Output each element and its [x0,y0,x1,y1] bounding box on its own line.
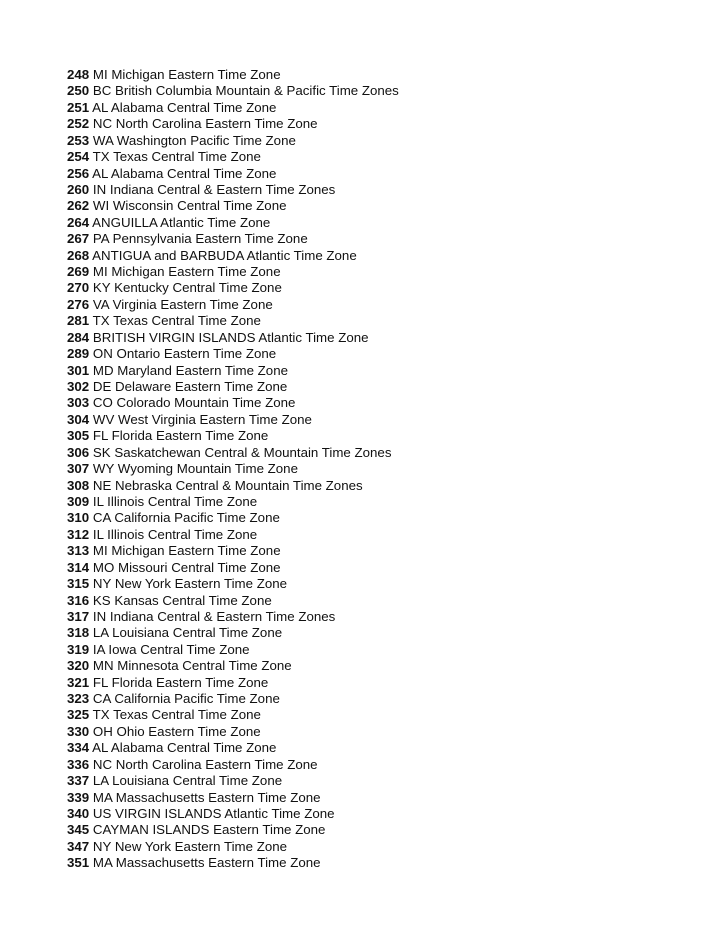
region-time-zone: ON Ontario Eastern Time Zone [92,346,277,362]
list-item [67,822,399,838]
list-item [67,773,399,789]
region-time-zone: WA Washington Pacific Time Zone [92,132,296,148]
list-item [67,297,399,313]
region-time-zone: IN Indiana Central & Eastern Time Zones [92,181,336,197]
area-code: 304 [67,411,90,427]
region-time-zone: CA California Pacific Time Zone [92,691,280,707]
area-code: 323 [67,691,90,707]
area-code: 260 [67,181,90,197]
area-code: 269 [67,264,90,280]
area-code: 334 [67,740,90,756]
list-item [67,231,399,247]
area-code: 336 [67,756,90,772]
list-item [67,330,399,346]
region-time-zone: WY Wyoming Mountain Time Zone [92,461,298,477]
list-item [67,740,399,756]
list-item [67,642,399,658]
list-item [67,100,399,116]
area-code: 306 [67,444,90,460]
list-item [67,478,399,494]
area-code: 321 [67,674,90,690]
region-time-zone: LA Louisiana Central Time Zone [92,773,283,789]
region-time-zone: WI Wisconsin Central Time Zone [92,198,287,214]
region-time-zone: MO Missouri Central Time Zone [92,559,281,575]
area-code: 325 [67,707,90,723]
region-time-zone: MI Michigan Eastern Time Zone [92,67,281,82]
area-code: 301 [67,362,90,378]
region-time-zone: PA Pennsylvania Eastern Time Zone [92,231,308,247]
area-code: 289 [67,346,90,362]
list-item [67,543,399,559]
list-item [67,215,399,231]
region-time-zone: NY New York Eastern Time Zone [92,576,288,592]
area-code: 345 [67,822,90,838]
area-code-list [67,67,399,872]
list-item [67,527,399,543]
list-item [67,658,399,674]
area-code: 254 [67,149,90,165]
area-code: 310 [67,510,90,526]
area-code: 309 [67,493,90,509]
region-time-zone: MA Massachusetts Eastern Time Zone [92,855,321,871]
area-code: 314 [67,559,90,575]
region-time-zone: AL Alabama Central Time Zone [92,165,277,181]
area-code: 317 [67,608,90,624]
area-code: 339 [67,789,90,805]
list-item [67,494,399,510]
region-time-zone: KY Kentucky Central Time Zone [92,280,282,296]
area-code: 253 [67,132,90,148]
region-time-zone: TX Texas Central Time Zone [92,149,261,165]
list-item [67,510,399,526]
region-time-zone: BRITISH VIRGIN ISLANDS Atlantic Time Zone [92,329,369,345]
list-item [67,839,399,855]
list-item [67,346,399,362]
region-time-zone: NY New York Eastern Time Zone [92,838,288,854]
area-code: 312 [67,526,90,542]
area-code: 330 [67,723,90,739]
region-time-zone: CO Colorado Mountain Time Zone [92,395,296,411]
region-time-zone: CA California Pacific Time Zone [92,510,280,526]
list-item [67,264,399,280]
area-code: 262 [67,198,90,214]
area-code: 303 [67,395,90,411]
area-code: 313 [67,543,90,559]
area-code: 337 [67,773,90,789]
region-time-zone: TX Texas Central Time Zone [92,313,261,329]
region-time-zone: MD Maryland Eastern Time Zone [92,362,288,378]
area-code: 316 [67,592,90,608]
region-time-zone: FL Florida Eastern Time Zone [92,428,269,444]
region-time-zone: MA Massachusetts Eastern Time Zone [92,789,321,805]
area-code: 307 [67,461,90,477]
region-time-zone: LA Louisiana Central Time Zone [92,625,283,641]
list-item [67,609,399,625]
region-time-zone: IL Illinois Central Time Zone [92,493,258,509]
region-time-zone: ANGUILLA Atlantic Time Zone [92,214,271,230]
area-code: 252 [67,116,90,132]
list-item [67,313,399,329]
list-item [67,182,399,198]
region-time-zone: IL Illinois Central Time Zone [92,526,258,542]
region-time-zone: AL Alabama Central Time Zone [92,740,277,756]
region-time-zone: WV West Virginia Eastern Time Zone [92,411,312,427]
list-item [67,707,399,723]
region-time-zone: NC North Carolina Eastern Time Zone [92,756,318,772]
list-item [67,855,399,871]
area-code: 284 [67,329,90,345]
region-time-zone: NE Nebraska Central & Mountain Time Zones [92,477,363,493]
list-item [67,248,399,264]
list-item [67,461,399,477]
region-time-zone: TX Texas Central Time Zone [92,707,261,723]
region-time-zone: MI Michigan Eastern Time Zone [92,543,281,559]
list-item [67,790,399,806]
area-code: 270 [67,280,90,296]
list-item [67,625,399,641]
region-time-zone: KS Kansas Central Time Zone [92,592,272,608]
area-code: 281 [67,313,90,329]
area-code: 351 [67,855,90,871]
list-item [67,363,399,379]
list-item [67,576,399,592]
region-time-zone: MI Michigan Eastern Time Zone [92,264,281,280]
list-item [67,593,399,609]
list-item [67,806,399,822]
region-time-zone: MN Minnesota Central Time Zone [92,658,292,674]
list-item [67,133,399,149]
list-item [67,412,399,428]
area-code: 347 [67,838,90,854]
list-item [67,198,399,214]
list-item [67,67,399,83]
list-item [67,691,399,707]
list-item [67,560,399,576]
region-time-zone: NC North Carolina Eastern Time Zone [92,116,318,132]
area-code: 268 [67,247,90,263]
area-code: 250 [67,83,90,99]
region-time-zone: IN Indiana Central & Eastern Time Zones [92,608,336,624]
list-item [67,116,399,132]
list-item [67,445,399,461]
list-item [67,379,399,395]
region-time-zone: ANTIGUA and BARBUDA Atlantic Time Zone [92,247,357,263]
area-code: 340 [67,805,90,821]
list-item [67,280,399,296]
region-time-zone: VA Virginia Eastern Time Zone [92,296,273,312]
region-time-zone: FL Florida Eastern Time Zone [92,674,269,690]
area-code: 318 [67,625,90,641]
region-time-zone: CAYMAN ISLANDS Eastern Time Zone [92,822,326,838]
area-code: 251 [67,99,90,115]
list-item [67,428,399,444]
list-item [67,724,399,740]
area-code: 305 [67,428,90,444]
region-time-zone: OH Ohio Eastern Time Zone [92,723,261,739]
area-code: 256 [67,165,90,181]
area-code: 315 [67,576,90,592]
area-code: 248 [67,67,90,82]
area-code: 308 [67,477,90,493]
area-code: 320 [67,658,90,674]
region-time-zone: DE Delaware Eastern Time Zone [92,379,288,395]
list-item [67,166,399,182]
region-time-zone: SK Saskatchewan Central & Mountain Time Zones [92,444,392,460]
region-time-zone: BC British Columbia Mountain & Pacific Time Zones [92,83,399,99]
region-time-zone: US VIRGIN ISLANDS Atlantic Time Zone [92,805,335,821]
list-item [67,83,399,99]
area-code: 276 [67,296,90,312]
area-code: 267 [67,231,90,247]
list-item [67,395,399,411]
region-time-zone: AL Alabama Central Time Zone [92,99,277,115]
area-code: 264 [67,214,90,230]
area-code: 319 [67,641,90,657]
area-code: 302 [67,379,90,395]
region-time-zone: IA Iowa Central Time Zone [92,641,250,657]
list-item [67,757,399,773]
list-item [67,149,399,165]
list-item [67,675,399,691]
